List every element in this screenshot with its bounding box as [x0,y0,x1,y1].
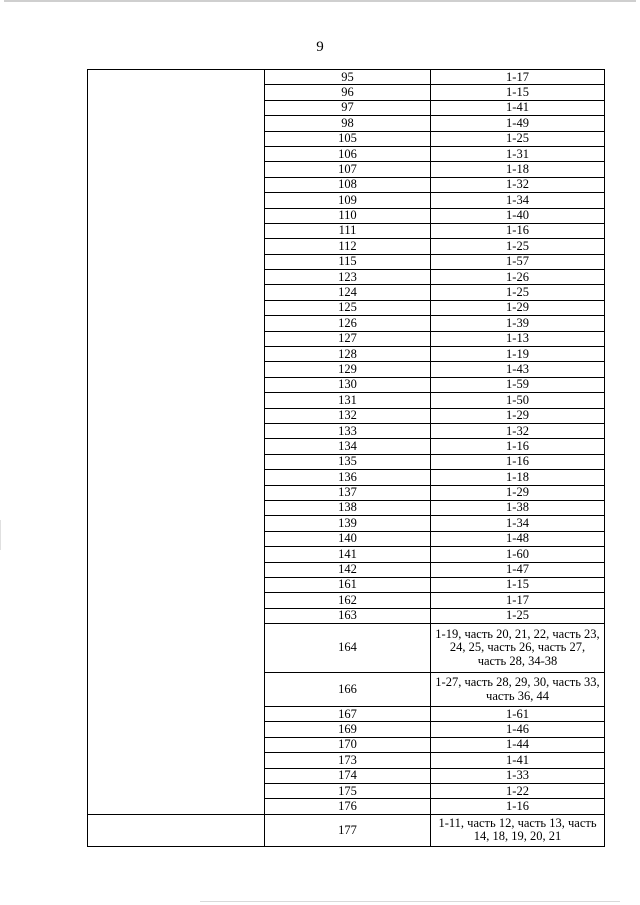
plot-range-cell: 1-25 [431,285,605,300]
plots-table [87,69,605,847]
plot-range-cell: 1-59 [431,377,605,392]
plot-range-cell: 1-25 [431,608,605,623]
plot-range-cell: 1-25 [431,239,605,254]
plot-range-cell: 1-40 [431,208,605,223]
plot-number-cell: 126 [265,316,431,331]
plot-range-cell: 1-15 [431,85,605,100]
plot-range-cell: 1-25 [431,131,605,146]
plot-range-cell: 1-43 [431,362,605,377]
plot-range-cell: 1-49 [431,116,605,131]
plot-number-cell: 136 [265,470,431,485]
plot-range-cell: 1-22 [431,784,605,799]
plot-range-cell: 1-15 [431,577,605,592]
plot-range-cell: 1-13 [431,331,605,346]
region-cell [88,70,265,815]
plot-range-cell: 1-39 [431,316,605,331]
plot-number-cell: 138 [265,500,431,515]
plot-number-cell: 130 [265,377,431,392]
plot-range-cell: 1-33 [431,768,605,783]
plot-range-cell: 1-17 [431,593,605,608]
plot-number-cell: 106 [265,146,431,161]
plot-range-cell: 1-29 [431,300,605,315]
plot-number-cell: 142 [265,562,431,577]
plot-range-cell: 1-50 [431,393,605,408]
plot-number-cell: 131 [265,393,431,408]
plot-range-cell: 1-48 [431,531,605,546]
table-row [88,814,605,846]
plot-number-cell: 170 [265,737,431,752]
plot-range-cell: 1-18 [431,470,605,485]
plot-range-cell: 1-34 [431,516,605,531]
plot-number-cell: 98 [265,116,431,131]
plot-range-cell: 1-57 [431,254,605,269]
plot-number-cell: 96 [265,85,431,100]
plot-range-cell: 1-18 [431,162,605,177]
plot-number-cell: 123 [265,270,431,285]
plot-range-cell: 1-46 [431,722,605,737]
plot-range-cell: 1-47 [431,562,605,577]
plot-number-cell: 174 [265,768,431,783]
plot-number-cell: 107 [265,162,431,177]
plot-number-cell: 169 [265,722,431,737]
region-cell [88,814,265,846]
scan-edge-bottom [200,901,620,902]
plot-number-cell: 110 [265,208,431,223]
plot-range-cell: 1-16 [431,799,605,814]
plot-range-cell: 1-41 [431,100,605,115]
plot-range-cell: 1-34 [431,193,605,208]
plot-range-cell: 1-27, часть 28, 29, 30, часть 33, часть 36, 44 [431,673,605,707]
plot-number-cell: 139 [265,516,431,531]
plot-number-cell: 134 [265,439,431,454]
plot-range-cell: 1-16 [431,454,605,469]
plots-table-body [88,70,605,847]
scan-edge-top [4,0,636,2]
plot-number-cell: 125 [265,300,431,315]
plot-number-cell: 105 [265,131,431,146]
plot-number-cell: 175 [265,784,431,799]
plot-range-cell: 1-11, часть 12, часть 13, часть 14, 18, 19, 20, 21 [431,814,605,846]
plot-range-cell: 1-16 [431,223,605,238]
plot-number-cell: 128 [265,347,431,362]
plot-number-cell: 166 [265,673,431,707]
scan-edge-left [0,520,1,550]
plot-range-cell: 1-26 [431,270,605,285]
plot-range-cell: 1-29 [431,408,605,423]
plot-number-cell: 109 [265,193,431,208]
plot-number-cell: 177 [265,814,431,846]
plot-number-cell: 164 [265,624,431,673]
plot-number-cell: 137 [265,485,431,500]
plot-number-cell: 97 [265,100,431,115]
page-number: 9 [316,39,324,55]
plot-number-cell: 111 [265,223,431,238]
plot-range-cell: 1-19, часть 20, 21, 22, часть 23, 24, 25, часть 26, часть 27, часть 28, 34-38 [431,624,605,673]
plot-range-cell: 1-60 [431,547,605,562]
plot-range-cell: 1-29 [431,485,605,500]
plot-number-cell: 129 [265,362,431,377]
plot-number-cell: 141 [265,547,431,562]
plot-number-cell: 112 [265,239,431,254]
plot-range-cell: 1-19 [431,347,605,362]
plot-range-cell: 1-32 [431,177,605,192]
plot-number-cell: 127 [265,331,431,346]
plot-range-cell: 1-32 [431,423,605,438]
plot-number-cell: 162 [265,593,431,608]
plot-number-cell: 176 [265,799,431,814]
plot-range-cell: 1-16 [431,439,605,454]
plot-number-cell: 163 [265,608,431,623]
plot-number-cell: 161 [265,577,431,592]
plot-number-cell: 95 [265,70,431,85]
plot-range-cell: 1-17 [431,70,605,85]
plot-number-cell: 115 [265,254,431,269]
plot-number-cell: 108 [265,177,431,192]
plot-number-cell: 173 [265,753,431,768]
plot-range-cell: 1-61 [431,707,605,722]
plot-number-cell: 124 [265,285,431,300]
plot-range-cell: 1-38 [431,500,605,515]
plot-number-cell: 135 [265,454,431,469]
plot-number-cell: 132 [265,408,431,423]
table-row [88,70,605,85]
plot-range-cell: 1-44 [431,737,605,752]
plot-number-cell: 133 [265,423,431,438]
plot-number-cell: 167 [265,707,431,722]
plot-range-cell: 1-41 [431,753,605,768]
plot-range-cell: 1-31 [431,146,605,161]
plot-number-cell: 140 [265,531,431,546]
